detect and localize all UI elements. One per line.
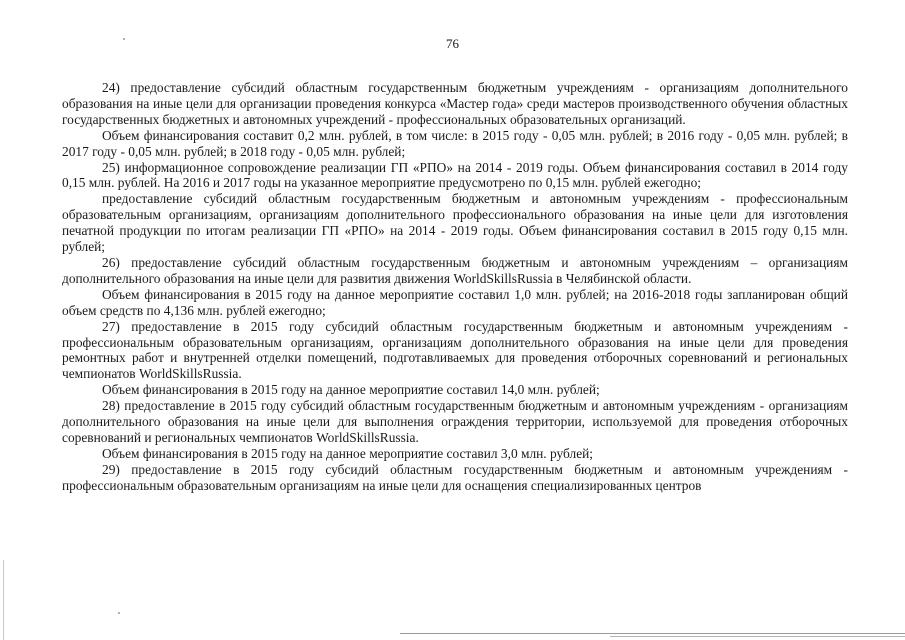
document-body — [62, 80, 848, 494]
paragraph-25: 25) информационное сопровождение реализации ГП «РПО» на 2014 - 2019 годы. Объем финансирования составил в 2014 году 0,15 млн. рублей. На 2016 и 2017 годы на указанное мероприятие предусмотрено по 0,15 млн. рублей ежегодно; — [62, 159, 848, 191]
paragraph-28: 28) предоставление в 2015 году субсидий областным государственным бюджетным и автономным учреждениям - организациям дополнительного образования на иные цели для выполнения ограждения территории, используемой для проведения отборочных соревнований и региональных чемпионатов WorldSkillsRussia. — [62, 398, 848, 445]
paragraph-28-financing: Объем финансирования в 2015 году на данное мероприятие составил 3,0 млн. рублей; — [102, 445, 594, 461]
scan-artifact-edge — [3, 560, 4, 640]
scan-artifact-line-secondary — [610, 636, 905, 637]
paragraph-29: 29) предоставление в 2015 году субсидий областным государственным бюджетным и автономным учреждениям - профессиональным образовательным организациям на иные цели для оснащения специализированных центров — [62, 461, 848, 493]
scan-artifact-dot — [123, 38, 125, 40]
paragraph-27: 27) предоставление в 2015 году субсидий областным государственным бюджетным и автономным учреждениям - профессиональным образовательным организациям, организациям дополнительного образования на иные цели для проведения ремонтных работ и внутренней отделки помещений, подготавливаемых для проведения отборочных соревнований и региональных чемпионатов WorldSkillsRussia. — [62, 318, 848, 382]
paragraph-27-financing: Объем финансирования в 2015 году на данное мероприятие составил 14,0 млн. рублей; — [102, 382, 600, 398]
page-number: 76 — [446, 36, 459, 51]
paragraph-25-subsidies: предоставление субсидий областным государственным бюджетным и автономным учреждениям - профессиональным образовательным организациям, организациям дополнительного профессионального образования на иные цели для изготовления печатной продукции по итогам реализации ГП «РПО» на 2014 - 2019 годы. Объем финансирования составил в 2015 году 0,15 млн. рублей; — [62, 191, 848, 255]
paragraph-24-financing: Объем финансирования составит 0,2 млн. рублей, в том числе: в 2015 году - 0,05 млн. рублей; в 2016 году - 0,05 млн. рублей; в 2017 году - 0,05 млн. рублей; в 2018 году - 0,05 млн. рублей; — [62, 127, 848, 159]
scan-artifact-line — [400, 633, 905, 634]
paragraph-26-financing: Объем финансирования в 2015 году на данное мероприятие составил 1,0 млн. рублей; на 2016-2018 годы запланирован общий объем средств по 4,136 млн. рублей ежегодно; — [62, 286, 848, 318]
paragraph-24: 24) предоставление субсидий областным государственным бюджетным учреждениям - организациям дополнительного образования на иные цели для организации проведения конкурса «Мастер года» среди мастеров производственного обучения областных государственных бюджетных и автономных учреждений - профессиональных образовательных организаций. — [62, 80, 848, 127]
scan-artifact-dot — [118, 612, 120, 614]
paragraph-26: 26) предоставление субсидий областным государственным бюджетным и автономным учреждениям – организациям дополнительного образования на иные цели для развития движения WorldSkillsRussia в Челябинской области. — [62, 254, 848, 286]
